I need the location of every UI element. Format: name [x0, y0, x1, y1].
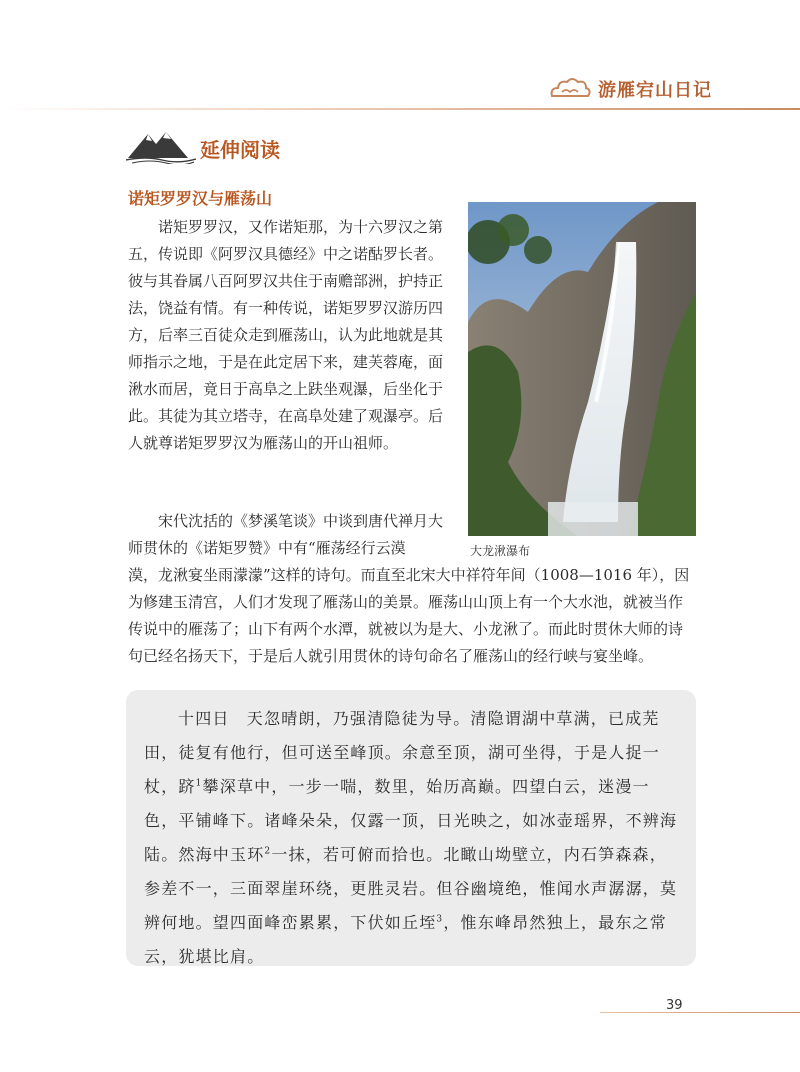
quote-segment: 一抹，若可俯而拾也。北瞰山坳壁立，内石笋森森，参差不一，三面翠崖环绕，更胜灵岩。但谷幽境绝，惟闻水声潺潺，莫辨何地。望四面峰峦累累，下伏如丘垤 [144, 845, 678, 932]
body-paragraph-1: 诺矩罗罗汉，又作诺矩那，为十六罗汉之第五，传说即《阿罗汉具德经》中之诺酤罗长者。彼与其眷属八百阿罗汉共住于南赡部洲，护持正法，饶益有情。有一种传说，诺矩罗罗汉游历四方，后率三百徒众走到雁荡山，认为此地就是其师指示之地，于是在此定居下来，建芙蓉庵，面湫水而居，竟日于高阜之上趺坐观瀑，后坐化于此。其徒为其立塔寺，在高阜处建了观瀑亭。后人就尊诺矩罗罗汉为雁荡山的开山祖师。 [128, 218, 444, 452]
quote-segment: 十四日 天忽晴朗，乃强清隐徒为导。清隐谓湖中草满，已成芜田，徒复有他行，但可送至峰顶。余意至顶，湖可坐得，于是人捉一杖，跻 [144, 709, 661, 796]
quote-segment: ，惟东峰昂然独上，最东之常云，犹堪比肩。 [144, 913, 667, 966]
quote-text [144, 702, 678, 974]
section-title: 延伸阅读 [200, 138, 280, 162]
quote-box [126, 690, 696, 966]
footnote-marker: 1 [195, 778, 203, 789]
footnote-marker: 3 [436, 914, 444, 925]
running-title: 游雁宕山日记 [598, 80, 712, 101]
photo-caption: 大龙湫瀑布 [470, 544, 531, 558]
waterfall-photo [468, 202, 696, 536]
cloud-icon [548, 76, 592, 102]
article-subheading: 诺矩罗罗汉与雁荡山 [128, 189, 273, 208]
mountain-icon [126, 128, 196, 164]
body-paragraph-2-start: 宋代沈括的《梦溪笔谈》中谈到唐代禅月大师贯休的《诺矩罗赞》中有“雁荡经行云漠 [128, 512, 444, 557]
page-number: 39 [666, 998, 683, 1013]
body-paragraph-2-continued: 漠，龙湫宴坐雨濛濛”这样的诗句。而直至北宋大中祥符年间（1008—1016 年），因为修建玉清宫，人们才发现了雁荡山的美景。雁荡山山顶上有一个大水池，就被当作传说中的雁荡了；山下有两个水潭，就被以为是大、小龙湫了。而此时贯休大师的诗句已经名扬天下，于是后人就引用贯休的诗句命名了雁荡山的经行峡与宴坐峰。 [128, 566, 690, 665]
footer-rule [600, 1012, 800, 1013]
header-rule [0, 108, 800, 110]
quote-segment: 攀深草中，一步一喘，数里，始历高巅。四望白云，迷漫一色，平铺峰下。诸峰朵朵，仅露一顶，日光映之，如冰壶瑶界，不辨海陆。然海中玉环 [144, 777, 678, 864]
footnote-marker: 2 [264, 846, 272, 857]
